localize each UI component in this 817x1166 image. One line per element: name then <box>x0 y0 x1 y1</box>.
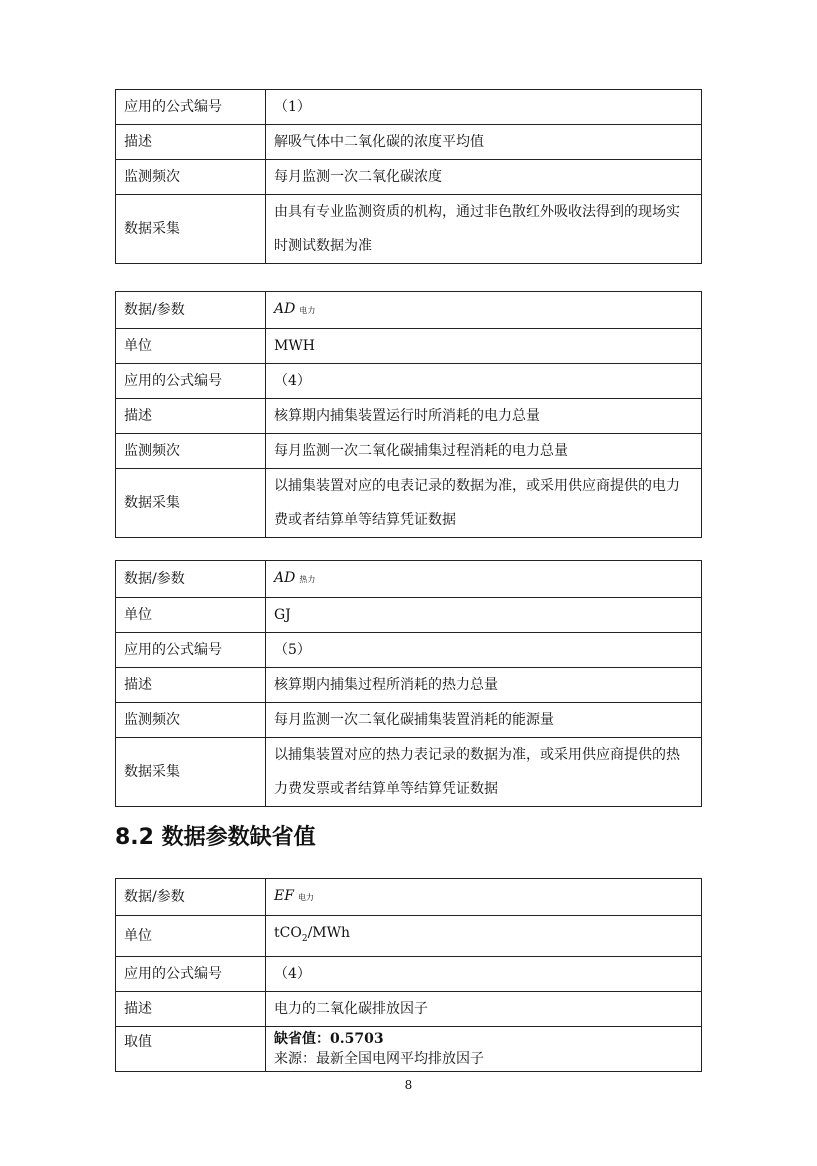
row-value: 每月监测一次二氧化碳浓度 <box>266 160 702 195</box>
row-label: 数据采集 <box>116 195 266 264</box>
row-label: 取值 <box>116 1026 266 1071</box>
param-symbol: EF <box>274 888 294 904</box>
param-symbol-cell <box>266 561 702 598</box>
row-label: 描述 <box>116 399 266 434</box>
table-row <box>116 738 702 807</box>
row-value: 以捕集装置对应的电表记录的数据为准，或采用供应商提供的电力费或者结算单等结算凭证数据 <box>266 469 702 538</box>
table-row <box>116 329 702 364</box>
row-label: 单位 <box>116 916 266 957</box>
table-row <box>116 1026 702 1071</box>
row-label: 应用的公式编号 <box>116 90 266 125</box>
row-label: 应用的公式编号 <box>116 633 266 668</box>
param-symbol-cell <box>266 292 702 329</box>
row-label: 监测频次 <box>116 434 266 469</box>
table-row <box>116 434 702 469</box>
table-row <box>116 364 702 399</box>
table-row <box>116 125 702 160</box>
table-row <box>116 195 702 264</box>
default-value: 缺省值：0.5703 <box>274 1030 384 1047</box>
table-ad-electricity <box>115 291 702 538</box>
row-value: 每月监测一次二氧化碳捕集装置消耗的能源量 <box>266 703 702 738</box>
row-value: 核算期内捕集装置运行时所消耗的电力总量 <box>266 399 702 434</box>
table-row <box>116 956 702 991</box>
row-label: 单位 <box>116 329 266 364</box>
row-value: 由具有专业监测资质的机构，通过非色散红外吸收法得到的现场实时测试数据为准 <box>266 195 702 264</box>
param-symbol: AD <box>274 570 296 586</box>
row-value: （5） <box>266 633 702 668</box>
row-label: 数据/参数 <box>116 292 266 329</box>
table-ef-electricity <box>115 878 702 1072</box>
unit-subscript: 2 <box>301 933 308 944</box>
row-value: （4） <box>266 956 702 991</box>
row-value: MWH <box>266 329 702 364</box>
table-row <box>116 561 702 598</box>
row-value: （4） <box>266 364 702 399</box>
table-row <box>116 879 702 916</box>
row-value: 以捕集装置对应的热力表记录的数据为准，或采用供应商提供的热力费发票或者结算单等结算凭证数据 <box>266 738 702 807</box>
param-symbol: AD <box>274 301 296 317</box>
page-number: 8 <box>404 1078 413 1092</box>
section-heading: 8.2 数据参数缺省值 <box>115 825 316 850</box>
table-row <box>116 598 702 633</box>
table-row <box>116 292 702 329</box>
table-ad-heat <box>115 560 702 807</box>
param-subscript: 电力 <box>299 306 316 315</box>
unit-suffix: /MWh <box>307 925 351 941</box>
row-label: 描述 <box>116 668 266 703</box>
table-row <box>116 160 702 195</box>
value-cell <box>266 1026 702 1071</box>
table-row <box>116 916 702 957</box>
row-label: 数据/参数 <box>116 879 266 916</box>
unit-cell <box>266 916 702 957</box>
row-label: 描述 <box>116 991 266 1026</box>
row-label: 描述 <box>116 125 266 160</box>
table-row <box>116 399 702 434</box>
row-label: 应用的公式编号 <box>116 956 266 991</box>
table-row <box>116 703 702 738</box>
row-value: （1） <box>266 90 702 125</box>
table-row <box>116 469 702 538</box>
row-value: 核算期内捕集过程所消耗的热力总量 <box>266 668 702 703</box>
param-subscript: 热力 <box>299 575 316 584</box>
table-row <box>116 90 702 125</box>
table-row <box>116 668 702 703</box>
value-source: 来源：最新全国电网平均排放因子 <box>274 1050 484 1067</box>
row-label: 数据采集 <box>116 469 266 538</box>
param-symbol-cell <box>266 879 702 916</box>
row-value: 电力的二氧化碳排放因子 <box>266 991 702 1026</box>
row-label: 监测频次 <box>116 160 266 195</box>
unit-prefix: tCO <box>274 925 302 941</box>
row-label: 应用的公式编号 <box>116 364 266 399</box>
row-label: 单位 <box>116 598 266 633</box>
param-subscript: 电力 <box>297 893 314 902</box>
table-formula-1 <box>115 89 702 264</box>
table-row <box>116 991 702 1026</box>
row-value: 解吸气体中二氧化碳的浓度平均值 <box>266 125 702 160</box>
row-label: 数据/参数 <box>116 561 266 598</box>
row-value: GJ <box>266 598 702 633</box>
row-label: 监测频次 <box>116 703 266 738</box>
table-row <box>116 633 702 668</box>
row-label: 数据采集 <box>116 738 266 807</box>
row-value: 每月监测一次二氧化碳捕集过程消耗的电力总量 <box>266 434 702 469</box>
